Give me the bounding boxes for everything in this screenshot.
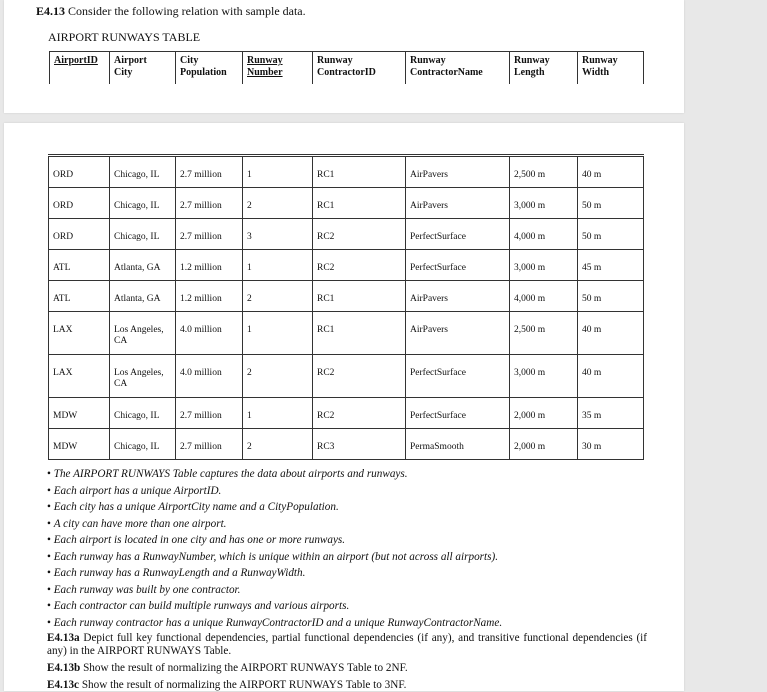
table-cell: ATL: [49, 281, 110, 312]
table-cell: Los Angeles, CA: [110, 312, 176, 355]
column-header-line2: Number: [247, 67, 283, 78]
question-id: E4.13b: [47, 662, 81, 674]
column-header-line1: Airport: [114, 55, 147, 66]
question-id: E4.13c: [47, 679, 80, 691]
table-row: [49, 188, 644, 219]
bullet-item: • Each runway contractor has a unique RunwayContractorID and a unique RunwayContractorName.: [47, 615, 647, 632]
column-header-line2: ContractorName: [410, 67, 483, 78]
bullet-item: • Each runway has a RunwayNumber, which is unique within an airport (but not across all airports).: [47, 549, 647, 566]
column-header-line1: Runway: [247, 55, 283, 66]
bullet-item: • Each contractor can build multiple runways and various airports.: [47, 598, 647, 615]
table-cell: AirPavers: [406, 281, 510, 312]
page-top: [4, 0, 684, 113]
bullet-item: • Each runway has a RunwayLength and a RunwayWidth.: [47, 565, 647, 582]
table-cell: RC1: [313, 281, 406, 312]
data-table: [48, 154, 644, 460]
page-bottom: [4, 123, 684, 691]
table-cell: AirPavers: [406, 312, 510, 355]
table-cell: MDW: [49, 429, 110, 460]
table-cell: ATL: [49, 250, 110, 281]
question-id: E4.13a: [47, 632, 80, 644]
table-cell: 1: [243, 398, 313, 429]
bullet-list: [47, 466, 647, 631]
table-row: [49, 398, 644, 429]
column-header: [313, 52, 406, 85]
table-cell: 40 m: [578, 312, 644, 355]
table-cell: 4.0 million: [176, 312, 243, 355]
table-cell: 3,000 m: [510, 188, 578, 219]
table-cell: PerfectSurface: [406, 355, 510, 398]
table-cell: 2,000 m: [510, 398, 578, 429]
table-cell: 35 m: [578, 398, 644, 429]
table-cell: 2.7 million: [176, 429, 243, 460]
table-cell: Chicago, IL: [110, 188, 176, 219]
column-header-line1: Runway: [514, 55, 550, 66]
column-header: [406, 52, 510, 85]
column-header: [510, 52, 578, 85]
table-cell: Chicago, IL: [110, 156, 176, 188]
table-cell: 2: [243, 281, 313, 312]
table-cell: 30 m: [578, 429, 644, 460]
table-cell: Chicago, IL: [110, 219, 176, 250]
table-cell: 4.0 million: [176, 355, 243, 398]
table-cell: AirPavers: [406, 156, 510, 188]
table-cell: 2,500 m: [510, 312, 578, 355]
table-cell: 40 m: [578, 156, 644, 188]
table-cell: 50 m: [578, 281, 644, 312]
column-header-line2: Population: [180, 67, 227, 78]
notes: [47, 466, 647, 692]
bullet-item: • Each airport has a unique AirportID.: [47, 483, 647, 500]
table-cell: 50 m: [578, 188, 644, 219]
table-cell: RC1: [313, 188, 406, 219]
column-header-line1: City: [180, 55, 199, 66]
table-cell: 45 m: [578, 250, 644, 281]
table-cell: 2.7 million: [176, 398, 243, 429]
question-item: [47, 679, 647, 692]
question-list: [47, 632, 647, 692]
table-cell: Atlanta, GA: [110, 250, 176, 281]
table-cell: PerfectSurface: [406, 398, 510, 429]
bullet-item: • Each city has a unique AirportCity name and a CityPopulation.: [47, 499, 647, 516]
column-header-line2: Width: [582, 67, 610, 78]
table-cell: 4,000 m: [510, 281, 578, 312]
column-header-line1: Runway: [582, 55, 618, 66]
table-caption: AIRPORT RUNWAYS TABLE: [48, 30, 201, 44]
table-cell: 40 m: [578, 355, 644, 398]
table-cell: RC1: [313, 312, 406, 355]
column-header-line1: AirportID: [54, 55, 98, 66]
table-cell: PermaSmooth: [406, 429, 510, 460]
table-cell: 2,000 m: [510, 429, 578, 460]
table-row: [49, 250, 644, 281]
column-header: [50, 52, 110, 85]
question-text: Show the result of normalizing the AIRPORT RUNWAYS Table to 3NF.: [81, 679, 407, 691]
column-header: [243, 52, 313, 85]
bullet-item: • The AIRPORT RUNWAYS Table captures the data about airports and runways.: [47, 466, 647, 483]
table-cell: 2.7 million: [176, 188, 243, 219]
table-cell: 1: [243, 250, 313, 281]
table-cell: 3: [243, 219, 313, 250]
table-cell: RC3: [313, 429, 406, 460]
table-cell: RC2: [313, 398, 406, 429]
question-text: Depict full key functional dependencies, partial functional dependencies (if any), and transitive functional dependencies (if any) in the AIRPORT RUNWAYS Table.: [47, 632, 648, 657]
bullet-item: • Each runway was built by one contractor.: [47, 582, 647, 599]
question-text: Show the result of normalizing the AIRPORT RUNWAYS Table to 2NF.: [83, 662, 408, 674]
table-cell: ORD: [49, 219, 110, 250]
table-cell: 2,500 m: [510, 156, 578, 188]
header-row: [50, 52, 644, 85]
table-row: [49, 219, 644, 250]
table-cell: MDW: [49, 398, 110, 429]
exercise-title: [36, 4, 306, 19]
bullet-item: • Each airport is located in one city and has one or more runways.: [47, 532, 647, 549]
column-header-line2: City: [114, 67, 133, 78]
table-cell: 2: [243, 188, 313, 219]
exercise-intro: Consider the following relation with sample data.: [68, 4, 306, 18]
column-header: [176, 52, 243, 85]
exercise-number: E4.13: [36, 4, 66, 18]
table-header: [49, 51, 644, 84]
table-cell: 1: [243, 312, 313, 355]
table-cell: RC1: [313, 156, 406, 188]
table-cell: ORD: [49, 156, 110, 188]
bullet-item: • A city can have more than one airport.: [47, 516, 647, 533]
table-cell: 1: [243, 156, 313, 188]
table-cell: 3,000 m: [510, 355, 578, 398]
table-cell: 2.7 million: [176, 219, 243, 250]
column-header-line1: Runway: [317, 55, 353, 66]
table-cell: LAX: [49, 355, 110, 398]
table-cell: 1.2 million: [176, 281, 243, 312]
table-row: [49, 281, 644, 312]
table-cell: LAX: [49, 312, 110, 355]
table-row: [49, 312, 644, 355]
table-cell: 1.2 million: [176, 250, 243, 281]
table-cell: Atlanta, GA: [110, 281, 176, 312]
question-item: [47, 662, 647, 675]
table-cell: 2: [243, 429, 313, 460]
table-cell: ORD: [49, 188, 110, 219]
table-row: [49, 156, 644, 188]
column-header: [578, 52, 644, 85]
table-cell: RC2: [313, 219, 406, 250]
table-cell: PerfectSurface: [406, 250, 510, 281]
column-header: [110, 52, 176, 85]
table-cell: AirPavers: [406, 188, 510, 219]
column-header-line2: ContractorID: [317, 67, 376, 78]
table-cell: 4,000 m: [510, 219, 578, 250]
table-cell: RC2: [313, 250, 406, 281]
table-cell: RC2: [313, 355, 406, 398]
table-cell: 3,000 m: [510, 250, 578, 281]
table-cell: 2: [243, 355, 313, 398]
table-row: [49, 429, 644, 460]
table-cell: Los Angeles, CA: [110, 355, 176, 398]
column-header-line2: Length: [514, 67, 545, 78]
column-header-line1: Runway: [410, 55, 446, 66]
table-cell: PerfectSurface: [406, 219, 510, 250]
question-item: [47, 632, 647, 658]
table-cell: Chicago, IL: [110, 429, 176, 460]
table-cell: 2.7 million: [176, 156, 243, 188]
table-cell: Chicago, IL: [110, 398, 176, 429]
table-row: [49, 355, 644, 398]
table-cell: 50 m: [578, 219, 644, 250]
